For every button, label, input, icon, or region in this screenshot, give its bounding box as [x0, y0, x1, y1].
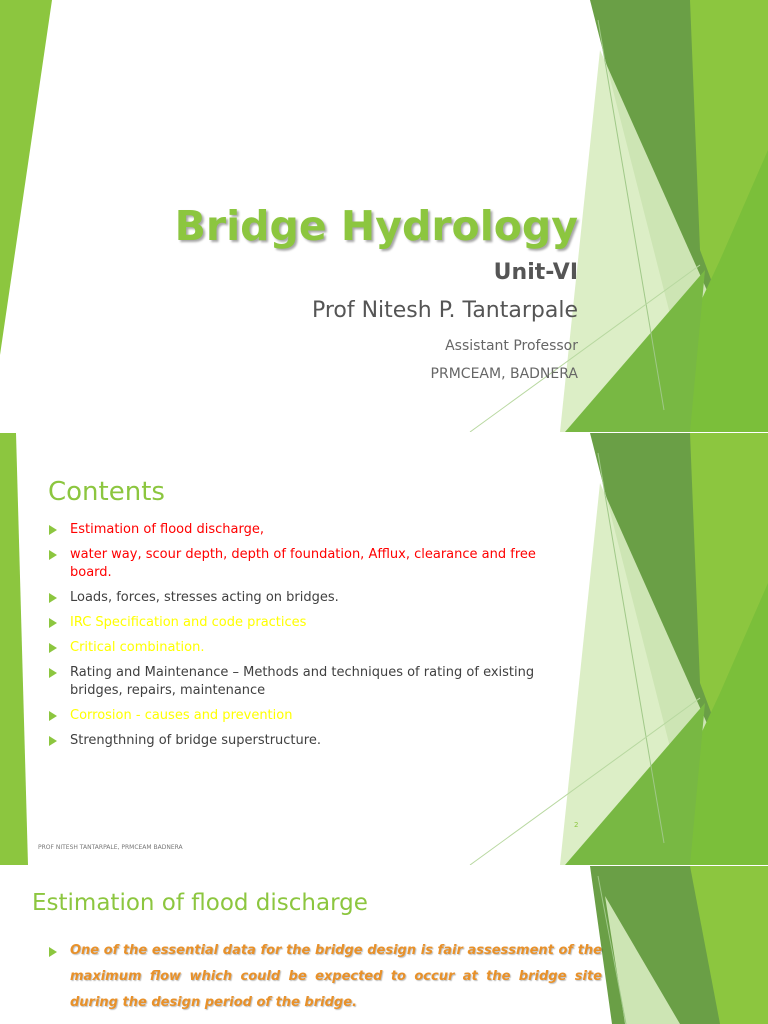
author-name: Prof Nitesh P. Tantarpale [311, 298, 578, 323]
bullet-arrow-icon [49, 643, 57, 653]
list-item-text: Rating and Maintenance – Methods and techniques of rating of existing bridges, repairs, maintenance [70, 665, 535, 698]
paragraph-text: One of the essential data for the bridge design is fair assessment of the maximum flow which could be expected to occur at the bridge site during the design period of the bridge. [70, 943, 602, 1010]
list-item [48, 521, 548, 539]
slide-flood-discharge [0, 866, 768, 1024]
bullet-arrow-icon [49, 668, 57, 678]
bullet-arrow-icon [49, 593, 57, 603]
left-accent-shape [0, 0, 52, 355]
page-number: 2 [574, 821, 579, 829]
presentation-title: Bridge Hydrology [174, 202, 578, 250]
list-item-text: Critical combination. [70, 640, 205, 655]
bullet-arrow-icon [49, 947, 57, 957]
list-item-text: IRC Specification and code practices [70, 615, 307, 630]
contents-heading: Contents [48, 477, 165, 507]
section-paragraph [48, 938, 602, 1016]
institution-name: PRMCEAM, BADNERA [430, 366, 578, 382]
list-item-text: water way, scour depth, depth of foundation, Afflux, clearance and free board. [70, 547, 536, 580]
list-item [48, 589, 548, 607]
list-item [48, 707, 548, 725]
bullet-arrow-icon [49, 618, 57, 628]
slide-contents [0, 433, 768, 865]
list-item-text: Corrosion - causes and prevention [70, 708, 293, 723]
unit-label: Unit-VI [493, 260, 578, 285]
bullet-arrow-icon [49, 711, 57, 721]
slide-footer: PROF NITESH TANTARPALE, PRMCEAM BADNERA [38, 844, 183, 851]
left-accent-shape [0, 433, 28, 865]
section-heading: Estimation of flood discharge [32, 890, 368, 916]
list-item-text: Estimation of flood discharge, [70, 522, 264, 537]
list-item [48, 614, 548, 632]
list-item [48, 732, 548, 750]
bullet-arrow-icon [49, 550, 57, 560]
list-item [48, 639, 548, 657]
list-item [48, 546, 548, 582]
list-item [48, 664, 548, 700]
bullet-arrow-icon [49, 525, 57, 535]
list-item-text: Strengthning of bridge superstructure. [70, 733, 321, 748]
bullet-arrow-icon [49, 736, 57, 746]
slide-title [0, 0, 768, 432]
list-item-text: Loads, forces, stresses acting on bridges. [70, 590, 339, 605]
author-role: Assistant Professor [445, 338, 578, 354]
contents-list [48, 521, 548, 757]
